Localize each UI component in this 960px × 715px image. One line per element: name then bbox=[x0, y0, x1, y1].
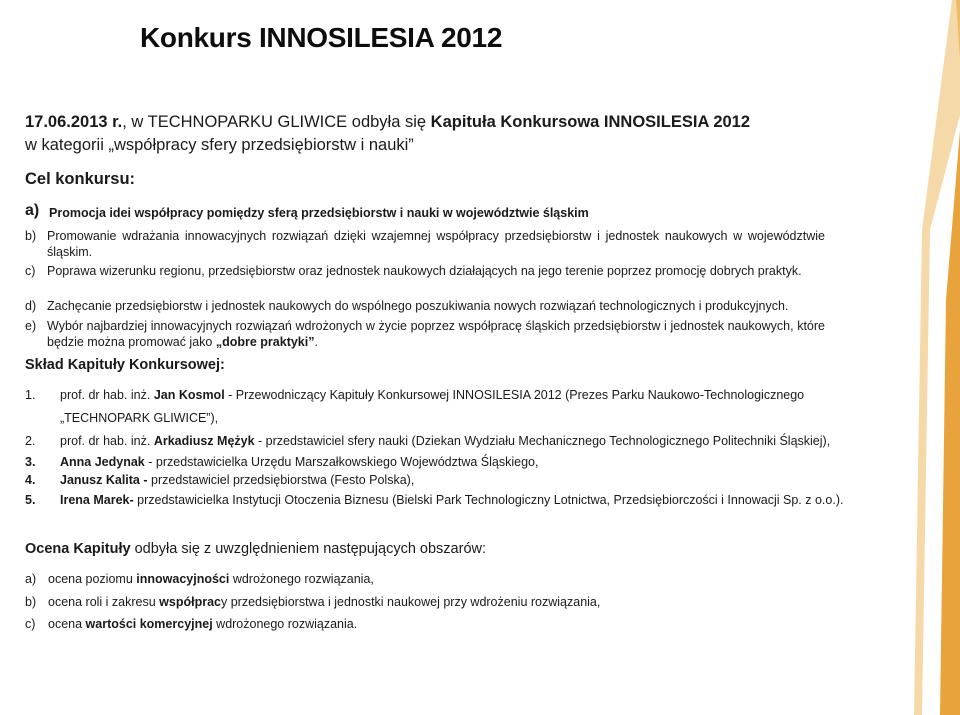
goal-text-end: . bbox=[314, 335, 318, 349]
committee-member bbox=[25, 433, 830, 449]
evaluation-heading-bold: Ocena Kapituły bbox=[25, 541, 131, 557]
evaluation-label: a) bbox=[25, 572, 37, 586]
committee-member bbox=[25, 387, 804, 403]
evaluation-post: wdrożonego rozwiązania. bbox=[212, 617, 358, 631]
member-role: - Przewodniczący Kapituły Konkursowej INNOSILESIA 2012 (Prezes Parku Naukowo-Technologicznego bbox=[224, 388, 805, 402]
evaluation-text bbox=[48, 594, 600, 610]
member-text bbox=[60, 387, 804, 403]
member-number: 4. bbox=[25, 473, 36, 487]
evaluation-pre: ocena poziomu bbox=[48, 572, 137, 586]
goal-text bbox=[47, 318, 825, 350]
member-number: 5. bbox=[25, 493, 36, 507]
intro-date: 17.06.2013 r. bbox=[25, 113, 123, 131]
goal-text: Promocja idei współpracy pomiędzy sferą przedsiębiorstw i nauki w województwie śląskim bbox=[49, 206, 589, 220]
evaluation-pre: ocena roli i zakresu bbox=[48, 595, 160, 609]
evaluation-item bbox=[25, 594, 600, 610]
goal-item bbox=[25, 318, 825, 350]
evaluation-label: c) bbox=[25, 617, 36, 631]
evaluation-label: b) bbox=[25, 595, 37, 609]
committee-member bbox=[25, 472, 414, 488]
committee-heading: Skład Kapituły Konkursowej: bbox=[25, 357, 225, 373]
evaluation-text bbox=[48, 616, 357, 632]
member-continuation: „TECHNOPARK GLIWICE”), bbox=[60, 411, 219, 425]
member-number: 2. bbox=[25, 434, 36, 448]
intro-category: w kategorii „współpracy sfery przedsiębiorstw i nauki” bbox=[25, 136, 414, 154]
goal-label: b) bbox=[25, 229, 37, 243]
evaluation-item bbox=[25, 571, 374, 587]
member-role: przedstawiciel przedsiębiorstwa (Festo Polska), bbox=[147, 473, 415, 487]
goal-text: Zachęcanie przedsiębiorstw i jednostek naukowych do wspólnego poszukiwania nowych rozwiązań technologicznych i produkcyjnych. bbox=[47, 299, 789, 313]
evaluation-heading-rest: odbyła się z uwzględnieniem następujących obszarów: bbox=[130, 541, 487, 557]
member-role: - przedstawicielka Urzędu Marszałkowskiego Województwa Śląskiego, bbox=[144, 455, 539, 469]
goal-label: d) bbox=[25, 299, 37, 313]
member-role: przedstawicielka Instytucji Otoczenia Biznesu (Bielski Park Technologiczny Lotnictwa, Przedsiębiorczości i Innowacji Sp. z o.o.). bbox=[133, 493, 844, 507]
goal-item bbox=[25, 202, 825, 221]
member-text bbox=[60, 454, 538, 470]
member-number: 3. bbox=[25, 455, 36, 469]
evaluation-post: wdrożonego rozwiązania, bbox=[229, 572, 374, 586]
goal-label: a) bbox=[25, 202, 40, 219]
member-role: - przedstawiciel sfery nauki (Dziekan Wydziału Mechanicznego Technologicznego Politechniki Śląskiej), bbox=[254, 434, 831, 448]
member-text bbox=[60, 492, 843, 508]
evaluation-heading bbox=[25, 541, 486, 557]
page-title: Konkurs INNOSILESIA 2012 bbox=[140, 22, 503, 53]
evaluation-text bbox=[48, 571, 374, 587]
decorative-stripes bbox=[900, 0, 960, 715]
goal-label: c) bbox=[25, 264, 36, 278]
committee-member bbox=[25, 454, 538, 470]
member-name: Jan Kosmol bbox=[153, 388, 225, 402]
evaluation-pre: ocena bbox=[48, 617, 86, 631]
evaluation-item bbox=[25, 616, 357, 632]
member-name: Arkadiusz Mężyk bbox=[153, 434, 255, 448]
intro-bold: Kapituła Konkursowa INNOSILESIA 2012 bbox=[430, 113, 751, 131]
goal-item bbox=[25, 228, 825, 260]
evaluation-bold: innowacyjności bbox=[136, 572, 230, 586]
goal-label: e) bbox=[25, 319, 37, 333]
member-title: prof. dr hab. inż. bbox=[60, 388, 154, 402]
member-text bbox=[60, 433, 830, 449]
committee-member bbox=[25, 492, 843, 508]
member-name: Anna Jedynak bbox=[60, 455, 145, 469]
goal-text: Promowanie wdrażania innowacyjnych rozwiązań dzięki wzajemnej współpracy przedsiębiorstw i jednostek naukowych w województwie śląskim. bbox=[47, 229, 825, 259]
goal-item bbox=[25, 298, 825, 314]
member-name: Janusz Kalita - bbox=[60, 473, 148, 487]
goals-heading: Cel konkursu: bbox=[25, 170, 136, 188]
intro-text: , w TECHNOPARKU GLIWICE odbyła się bbox=[122, 113, 431, 131]
goal-text-main: Wybór najbardziej innowacyjnych rozwiązań wdrożonych w życie poprzez współpracę śląskich przedsiębiorstw i jednostek naukowych, które będzie można promować jako bbox=[47, 319, 825, 349]
evaluation-bold: wartości komercyjnej bbox=[85, 617, 213, 631]
member-number: 1. bbox=[25, 388, 36, 402]
goal-text: Poprawa wizerunku regionu, przedsiębiorstw oraz jednostek naukowych działających na jego terenie poprzez promocję dobrych praktyk. bbox=[47, 264, 802, 278]
evaluation-bold: współprac bbox=[159, 595, 221, 609]
intro-paragraph bbox=[25, 111, 825, 157]
goal-item bbox=[25, 263, 825, 279]
member-text bbox=[60, 472, 414, 488]
member-name: Irena Marek- bbox=[60, 493, 134, 507]
member-title: prof. dr hab. inż. bbox=[60, 434, 154, 448]
evaluation-post: y przedsiębiorstwa i jednostki naukowej przy wdrożeniu rozwiązania, bbox=[221, 595, 601, 609]
goal-text-bold: „dobre praktyki” bbox=[215, 335, 315, 349]
